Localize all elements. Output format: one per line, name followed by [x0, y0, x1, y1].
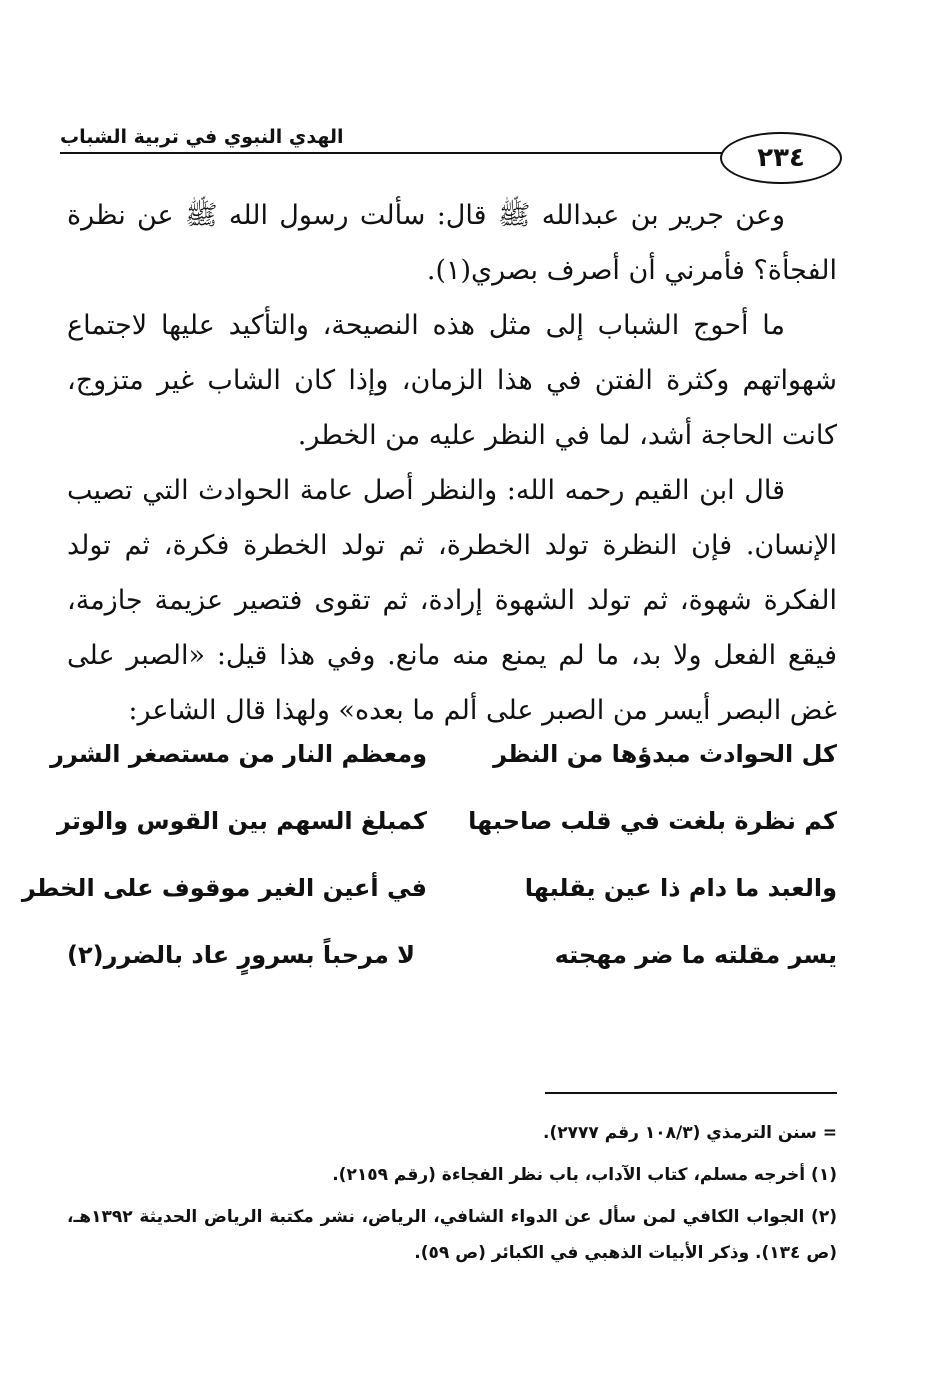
poem [21, 720, 837, 988]
verse-first-hemistich: كل الحوادث مبدؤها من النظر [493, 739, 837, 768]
main-text [67, 188, 837, 738]
verse-second-hemistich: في أعين الغير موقوف على الخطر [21, 873, 427, 902]
footnotes [67, 1115, 837, 1277]
verse-line [67, 921, 837, 988]
footnote: (١) أخرجه مسلم، كتاب الآداب، باب نظر الفجاءة (رقم ٢١٥٩). [332, 1165, 837, 1185]
verse-line [21, 854, 837, 921]
footnote: (٢) الجواب الكافي لمن سأل عن الدواء الشافي، الرياض، نشر مكتبة الرياض الحديثة ١٣٩٢هـ، (ص ١٣٤). وذكر الأبيات الذهبي في الكبائر (ص ٥٩). [67, 1207, 837, 1263]
verse-second-hemistich: ومعظم النار من مستصغر الشرر [50, 739, 427, 768]
verse-first-hemistich: كم نظرة بلغت في قلب صاحبها [468, 806, 837, 835]
paragraph: وعن جرير بن عبدالله ﷺ قال: سألت رسول الله ﷺ عن نظرة الفجأة؟ فأمرني أن أصرف بصري(١). [67, 200, 837, 286]
footnote: = سنن الترمذي (١٠٨/٣ رقم ٢٧٧٧). [543, 1123, 837, 1143]
verse-second-hemistich: كمبلغ السهم بين القوس والوتر [56, 806, 427, 835]
verse-second-hemistich: لا مرحباً بسرورٍ عاد بالضرر(٢) [67, 940, 416, 969]
page-number: ٢٣٤ [720, 132, 842, 184]
verse-line [56, 787, 837, 854]
paragraph: ما أحوج الشباب إلى مثل هذه النصيحة، والتأكيد عليها لاجتماع شهواتهم وكثرة الفتن في هذا الزمان، وإذا كان الشاب غير متزوج، كانت الحاجة أشد، لما في النظر عليه من الخطر. [67, 310, 837, 451]
footnote-separator [545, 1092, 837, 1094]
paragraph: قال ابن القيم رحمه الله: والنظر أصل عامة الحوادث التي تصيب الإنسان. فإن النظرة تولد الخطرة، ثم تولد الخطرة فكرة، ثم تولد الفكرة شهوة، ثم تولد الشهوة إرادة، ثم تقوى فتصير عزيمة جازمة، فيقع الفعل ولا بد، ما لم يمنع منه مانع. وفي هذا قيل: «الصبر على غض البصر أيسر من الصبر على ألم ما بعده» ولهذا قال الشاعر: [67, 475, 837, 726]
header-rule [60, 152, 760, 154]
verse-first-hemistich: يسر مقلته ما ضر مهجته [554, 940, 837, 969]
verse-line [50, 720, 837, 787]
verse-first-hemistich: والعبد ما دام ذا عين يقلبها [524, 873, 837, 902]
running-title: الهدي النبوي في تربية الشباب [60, 126, 344, 148]
